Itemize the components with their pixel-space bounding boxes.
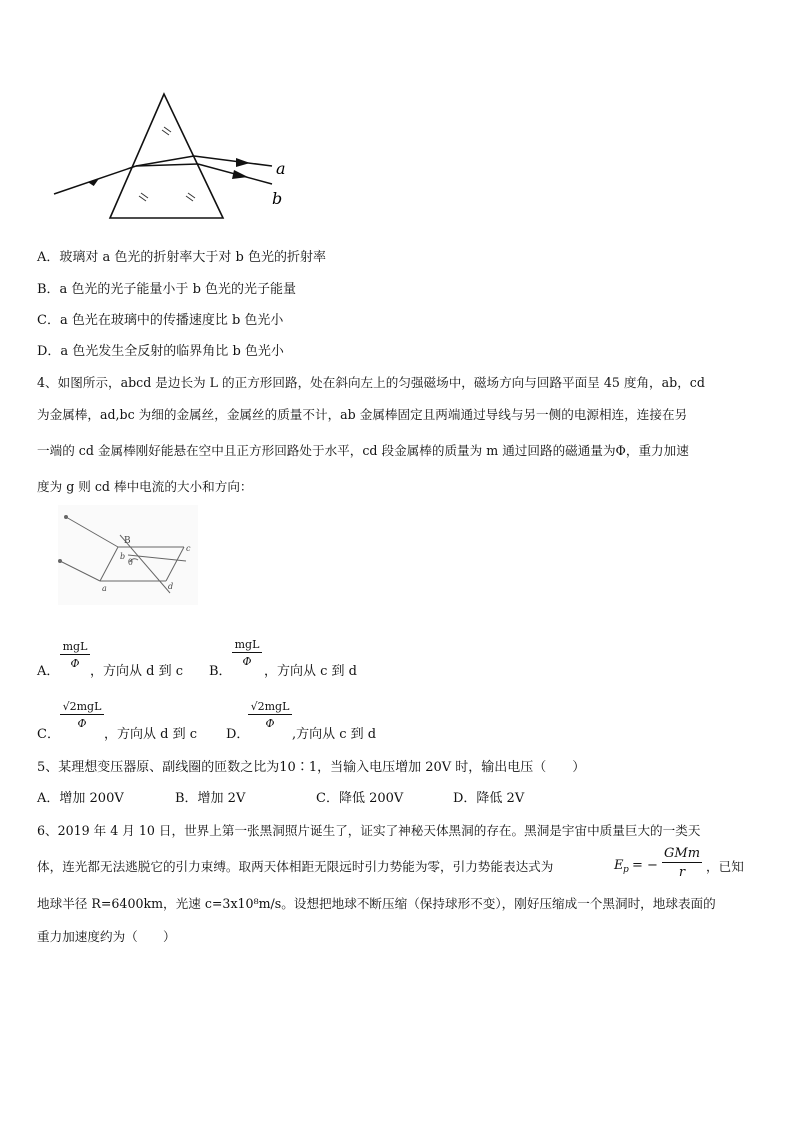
q6-formula-denominator: r	[678, 865, 686, 880]
q4-option-b-denominator: Φ	[242, 655, 252, 668]
q4-option-b-fraction	[232, 638, 262, 668]
q5-option-c: C．降低 200V	[316, 791, 404, 806]
q4-option-a-denominator: Φ	[70, 657, 80, 670]
q5-stem: 5、某理想变压器原、副线圈的匝数之比为10∶1，当输入电压增加 20V 时，输出电压（ ）	[37, 760, 586, 775]
q4-fig-label-c: c	[186, 544, 191, 553]
q4-option-c-letter: C．	[37, 727, 60, 742]
q4-option-d-letter: D．	[226, 727, 250, 742]
q4-stem-line-3: 一端的 cd 金属棒刚好能悬在空中且正方形回路处于水平，cd 段金属棒的质量为 m 通过回路的磁通量为Φ，重力加速	[37, 443, 689, 458]
ray-b-label: b	[272, 189, 283, 208]
q4-stem-line-4: 度为 g 则 cd 棒中电流的大小和方向：	[37, 479, 253, 494]
q4-stem-line-1: 4、如图所示，abcd 是边长为 L 的正方形回路，处在斜向左上的匀强磁场中，磁场方向与回路平面呈 45 度角，ab，cd	[37, 375, 705, 390]
q6-line-3: 地球半径 R=6400km，光速 c=3x10⁸m/s。设想把地球不断压缩（保持球形不变），刚好压缩成一个黑洞时，地球表面的	[37, 896, 716, 911]
q6-formula-eq: = −	[632, 858, 658, 873]
q4-fig-label-theta: θ	[128, 558, 133, 567]
ray-a-exit	[194, 156, 272, 166]
q4-option-a-direction: ，方向从 d 到 c	[90, 664, 183, 679]
q4-fig-label-a: a	[102, 584, 107, 593]
prism-triangle	[110, 94, 223, 218]
q4-option-b-numerator: mgL	[232, 638, 262, 653]
q3-option-b: B．a 色光的光子能量小于 b 色光的光子能量	[37, 282, 297, 297]
q6-line-2-pre: 体，连光都无法逃脱它的引力束缚。取两天体相距无限远时引力势能为零，引力势能表达式为	[37, 859, 554, 874]
q6-line-1: 6、2019 年 4 月 10 日，世界上第一张黑洞照片诞生了，证实了神秘天体黑洞的存在。黑洞是宇宙中质量巨大的一类天	[37, 823, 701, 838]
q4-option-b-direction: ，方向从 c 到 d	[264, 664, 357, 679]
q5-option-b: B．增加 2V	[175, 791, 246, 806]
q4-option-a-letter: A．	[37, 664, 60, 679]
q6-line-2-post: ，已知	[706, 859, 744, 874]
q4-fig-label-d: d	[168, 582, 174, 591]
q4-stem-line-2: 为金属棒，ad,bc 为细的金属丝，金属丝的质量不计，ab 金属棒固定且两端通过导线与另一侧的电源相连，连接在另	[37, 407, 688, 422]
q4-fig-label-b: b	[120, 552, 126, 561]
ray-a-arrow	[236, 158, 250, 167]
q4-option-d-numerator: √2mgL	[248, 700, 292, 715]
q4-fig-label-b-field: B	[124, 536, 131, 546]
q4-option-d-fraction	[248, 700, 292, 730]
q4-circuit-figure	[58, 505, 198, 605]
q4-option-c-direction: ，方向从 d 到 c	[104, 727, 197, 742]
q4-option-b-letter: B．	[209, 664, 232, 679]
q3-option-d: D．a 色光发生全反射的临界角比 b 色光小	[37, 344, 284, 359]
q4-option-c-denominator: Φ	[77, 717, 87, 730]
ray-a-label: a	[276, 159, 286, 178]
q4-option-d-direction: ,方向从 c 到 d	[292, 727, 377, 742]
q6-formula-lhs: E	[614, 858, 624, 873]
q6-formula-numerator: GMm	[664, 846, 701, 861]
q4-option-a-numerator: mgL	[60, 640, 90, 655]
q6-formula-fraction	[662, 846, 702, 880]
q4-option-c-fraction	[60, 700, 104, 730]
q5-option-d: D．降低 2V	[453, 791, 525, 806]
q3-option-a: A．玻璃对 a 色光的折射率大于对 b 色光的折射率	[37, 250, 326, 265]
q6-line-4: 重力加速度约为（ ）	[37, 929, 176, 944]
q3-option-c: C．a 色光在玻璃中的传播速度比 b 色光小	[37, 313, 284, 328]
q5-option-a: A．增加 200V	[37, 791, 124, 806]
q4-option-c-numerator: √2mgL	[60, 700, 104, 715]
ray-b-arrow	[232, 170, 248, 179]
q4-option-a-fraction	[60, 640, 90, 670]
q4-option-d-denominator: Φ	[265, 717, 275, 730]
prism-figure	[40, 88, 300, 228]
q6-formula-sub: p	[623, 865, 629, 875]
